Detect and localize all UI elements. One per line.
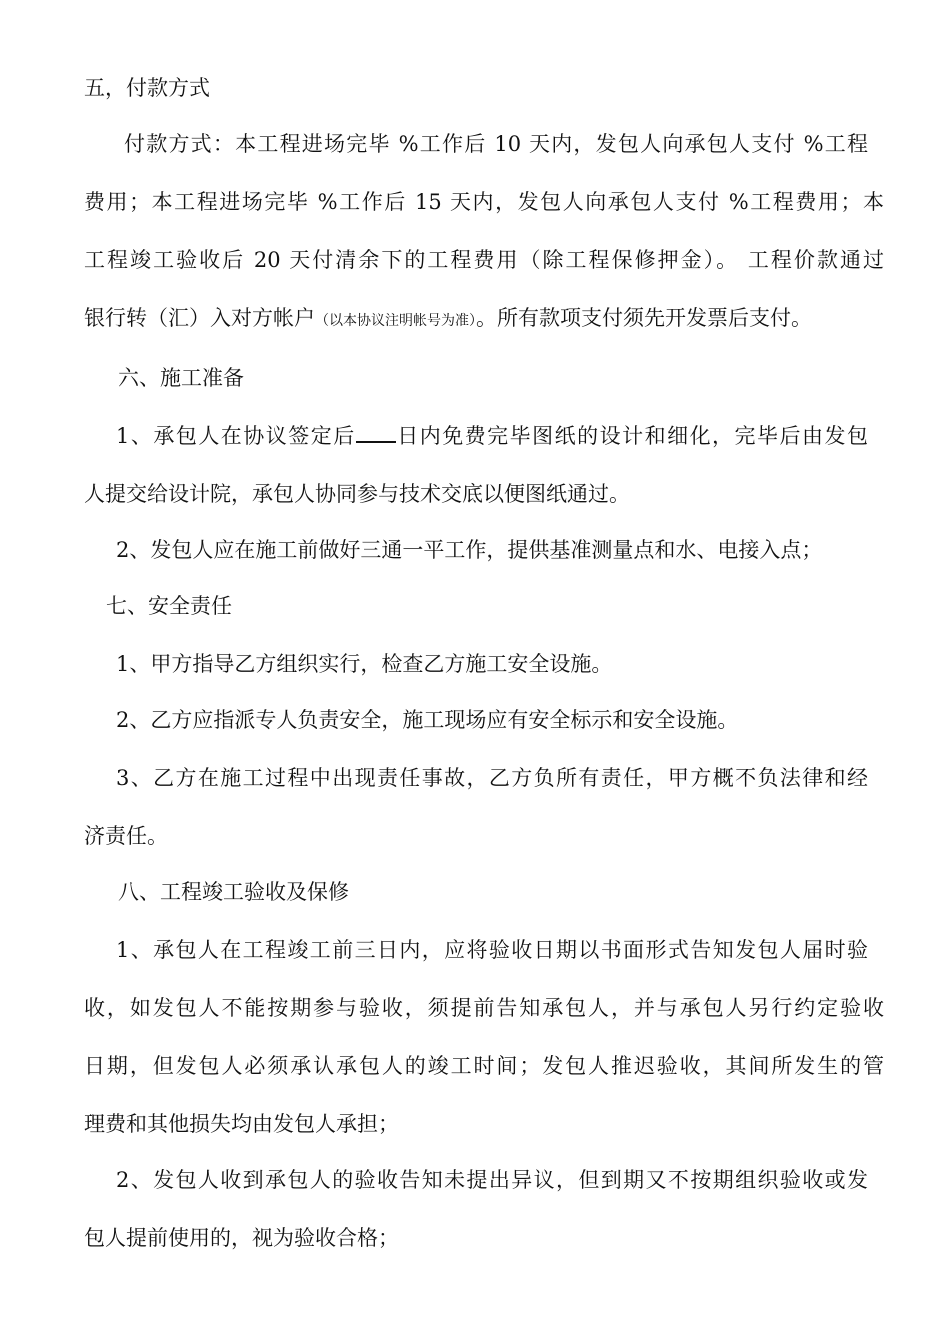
- s7-item-2: 2、乙方应指派专人负责安全，施工现场应有安全标示和安全设施。: [116, 708, 739, 732]
- s8-item-1-line-2: 收，如发包人不能按期参与验收，须提前告知承包人，并与承包人另行约定验收: [84, 996, 884, 1020]
- s6-item-2: 2、发包人应在施工前做好三通一平工作，提供基准测量点和水、电接入点；: [116, 538, 823, 562]
- section-8-heading: 八、工程竣工验收及保修: [118, 880, 349, 904]
- s6-item-1-line-2: 人提交给设计院，承包人协同参与技术交底以便图纸通过。: [84, 482, 630, 506]
- s6-item-1-line-1: [116, 422, 868, 450]
- s8-item-1-line-1: 1、承包人在工程竣工前三日内，应将验收日期以书面形式告知发包人届时验: [116, 938, 868, 962]
- s6-item-1-text-b: 日内免费完毕图纸的设计和细化，完毕后由发包: [395, 424, 868, 448]
- s6-item-1-text-a: 1、承包人在协议签定后: [116, 424, 356, 448]
- s8-item-1-line-4: 理费和其他损失均由发包人承担；: [84, 1112, 399, 1136]
- s8-item-1-line-3: 日期，但发包人必须承认承包人的竣工时间；发包人推迟验收，其间所发生的管: [84, 1054, 884, 1078]
- s5-paragraph-line-1: 付款方式：本工程进场完毕 %工作后 10 天内，发包人向承包人支付 %工程: [124, 132, 868, 156]
- s8-item-2-line-1: 2、发包人收到承包人的验收告知未提出异议，但到期又不按期组织验收或发: [116, 1168, 868, 1192]
- s7-item-3-line-1: 3、乙方在施工过程中出现责任事故，乙方负所有责任，甲方概不负法律和经: [116, 766, 868, 790]
- s5-line-4-small-note: （以本协议注明帐号为准）: [315, 313, 476, 329]
- s5-paragraph-line-3: 工程竣工验收后 20 天付清余下的工程费用（除工程保修押金）。 工程价款通过: [84, 248, 884, 272]
- s5-paragraph-line-2: 费用；本工程进场完毕 %工作后 15 天内，发包人向承包人支付 %工程费用；本: [84, 190, 884, 214]
- section-6-heading: 六、施工准备: [118, 366, 244, 390]
- s5-line-4-text-b: 。所有款项支付须先开发票后支付。: [476, 306, 812, 330]
- s7-item-1: 1、甲方指导乙方组织实行，检查乙方施工安全设施。: [116, 652, 613, 676]
- s5-line-4-text-a: 银行转（汇）入对方帐户: [84, 306, 315, 330]
- section-5-heading: 五，付款方式: [84, 76, 210, 100]
- section-7-heading: 七、安全责任: [106, 594, 232, 618]
- s7-item-3-line-2: 济责任。: [84, 824, 168, 848]
- fill-in-blank: [356, 423, 396, 443]
- s5-paragraph-line-4: [84, 304, 884, 335]
- s8-item-2-line-2: 包人提前使用的，视为验收合格；: [84, 1226, 399, 1250]
